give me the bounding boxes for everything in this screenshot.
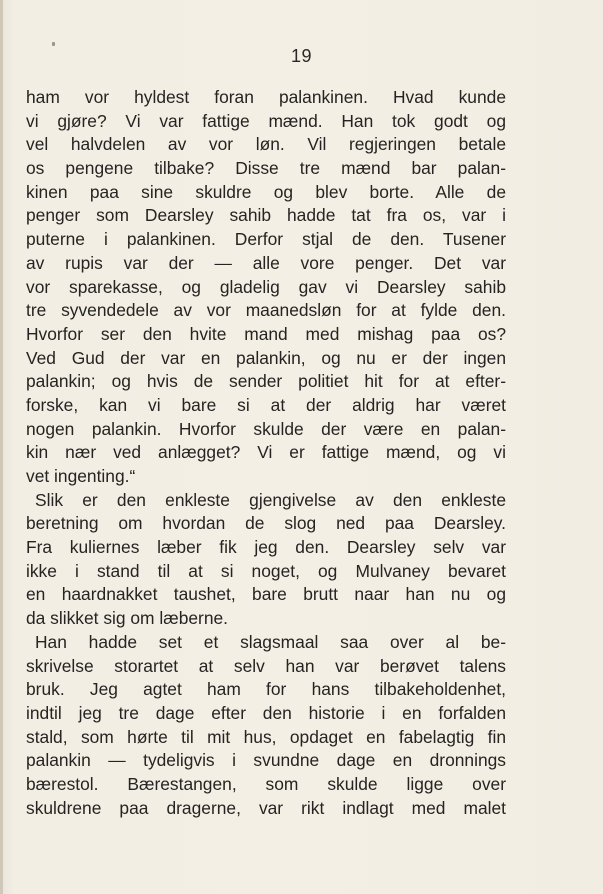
text-line: puterne i palankinen. Derfor stjal de den. Tusener bbox=[26, 229, 506, 250]
text-line: av rupis var der — alle vore penger. Det var bbox=[26, 252, 506, 273]
text-line: Han hadde set et slagsmaal saa over al be- bbox=[35, 631, 506, 652]
text-line: bærestol. Bærestangen, som skulde ligge over bbox=[26, 773, 506, 794]
text-line: penger som Dearsley sahib hadde tat fra os, var i bbox=[26, 205, 506, 226]
text-line: Slik er den enkleste gjengivelse av den enkleste bbox=[35, 489, 506, 510]
text-line: bruk. Jeg agtet ham for hans tilbakeholdenhet, bbox=[26, 679, 506, 700]
text-line: ham vor hyldest foran palankinen. Hvad kunde bbox=[26, 87, 506, 107]
text-line: Ved Gud der var en palankin, og nu er der ingen bbox=[26, 347, 506, 368]
text-line: nogen palankin. Hvorfor skulde der være en palan- bbox=[26, 418, 506, 439]
text-line: vor sparekasse, og gladelig gav vi Dearsley sahib bbox=[26, 276, 506, 297]
text-line: skrivelse storartet at selv han var berøvet talens bbox=[26, 655, 506, 676]
text-line: Fra kuliernes læber fik jeg den. Dearsley selv var bbox=[26, 537, 506, 558]
text-line: tre syvendedele av vor maanedsløn for at fylde den. bbox=[26, 300, 506, 321]
text-line: palankin; og hvis de sender politiet hit for at efter- bbox=[26, 371, 506, 392]
page-binding-edge bbox=[0, 0, 3, 894]
text-line: vet ingenting.“ bbox=[26, 466, 136, 486]
text-line: Hvorfor ser den hvite mand med mishag paa os? bbox=[26, 323, 506, 344]
text-line: kinen paa sine skuldre og blev borte. Alle de bbox=[26, 181, 506, 202]
text-line: vi gjøre? Vi var fattige mænd. Han tok godt og bbox=[26, 110, 506, 131]
text-line: skuldrene paa dragerne, var rikt indlagt med malet bbox=[26, 797, 506, 818]
text-line: da slikket sig om læberne. bbox=[26, 608, 229, 629]
text-line: beretning om hvordan de slog ned paa Dearsley. bbox=[26, 513, 506, 534]
text-line: kin nær ved anlægget? Vi er fattige mænd, og vi bbox=[26, 442, 506, 463]
page-number: 19 bbox=[290, 46, 313, 66]
text-line: ikke i stand til at si noget, og Mulvaney bevaret bbox=[26, 560, 506, 581]
body-text bbox=[26, 86, 506, 820]
text-line: vel halvdelen av vor løn. Vil regjeringen betale bbox=[26, 134, 506, 155]
text-line: indtil jeg tre dage efter den historie i en forfalden bbox=[26, 702, 506, 723]
text-line: os pengene tilbake? Disse tre mænd bar palan- bbox=[26, 158, 506, 179]
text-line: en haardnakket taushet, bare brutt naar han nu og bbox=[26, 584, 506, 605]
text-line: forske, kan vi bare si at der aldrig har været bbox=[26, 394, 506, 415]
text-line: palankin — tydeligvis i svundne dage en dronnings bbox=[26, 750, 506, 771]
text-line: stald, som hørte til mit hus, opdaget en fabelagtig fin bbox=[26, 726, 506, 747]
